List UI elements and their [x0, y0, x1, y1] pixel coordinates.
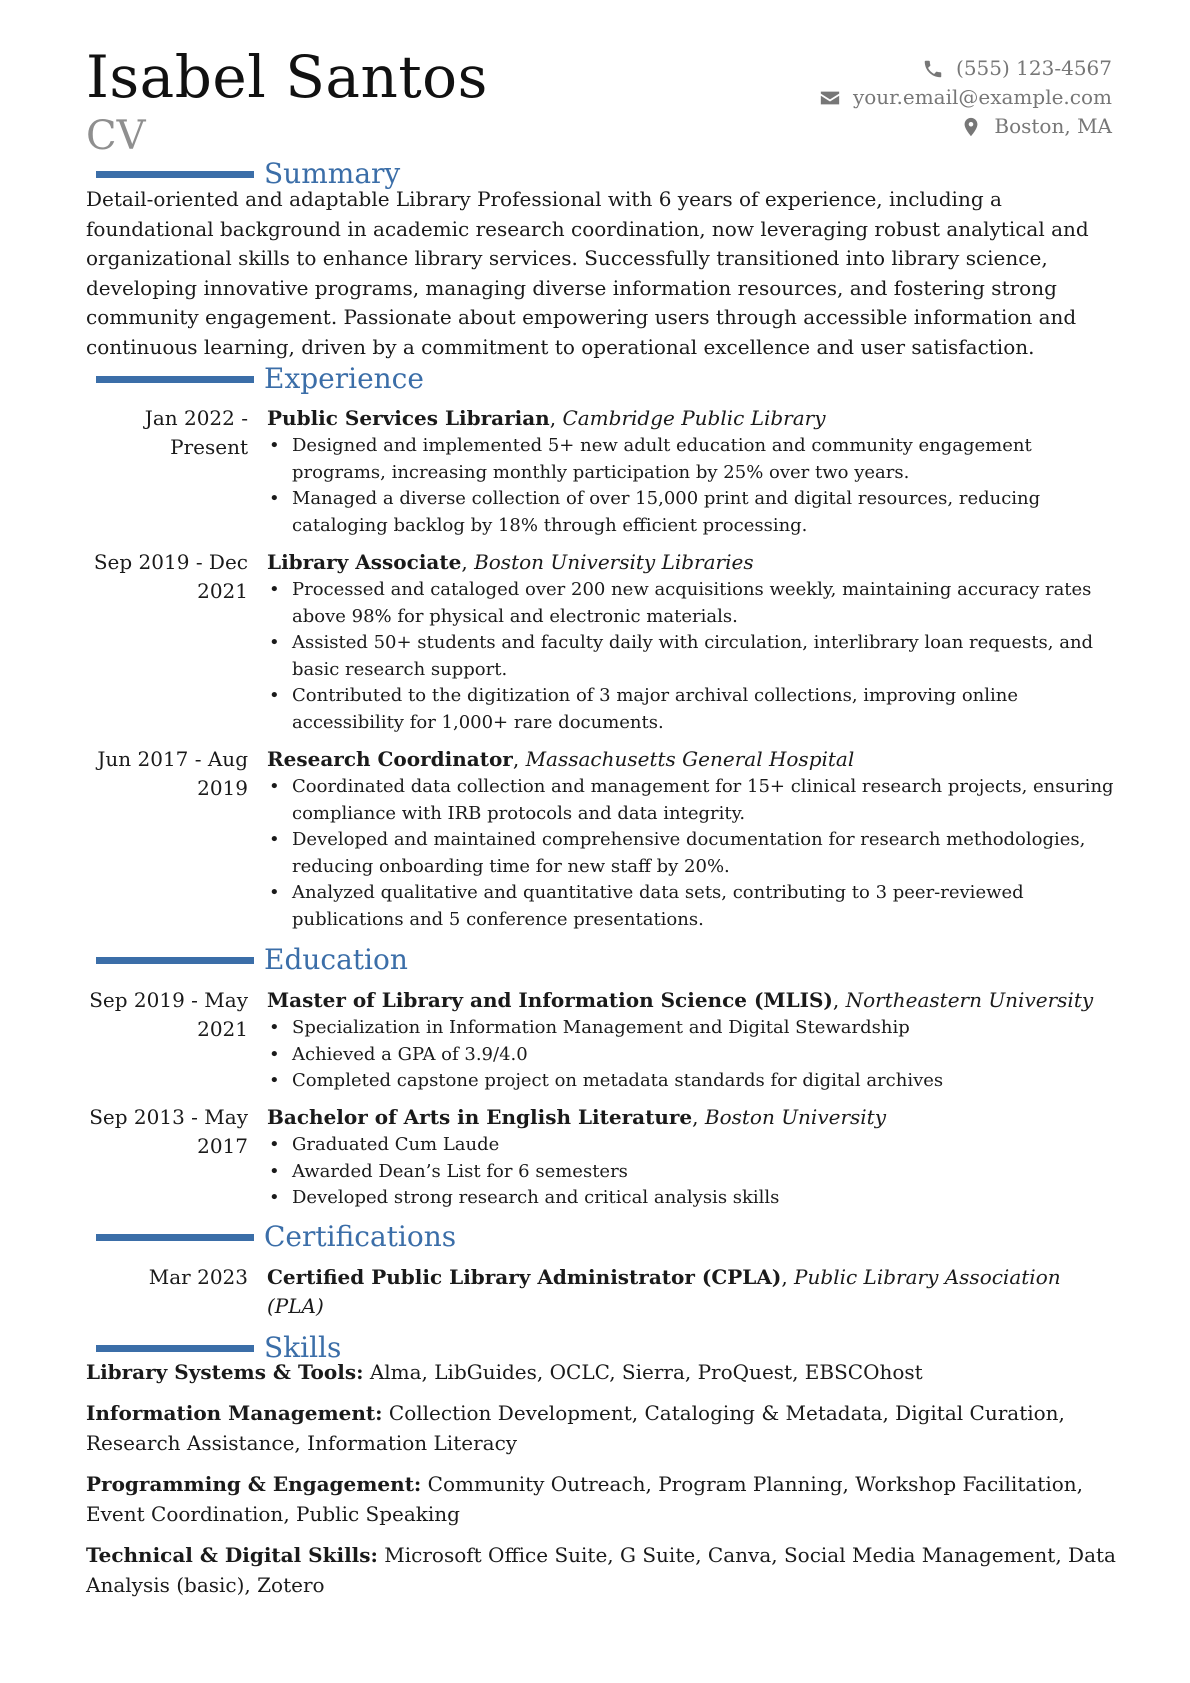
location-text: Boston, MA	[994, 114, 1112, 138]
list-item: • Graduated Cum Laude	[267, 1132, 1117, 1159]
skill-label: Library Systems & Tools:	[86, 1360, 364, 1384]
entry-date: Jan 2022 - Present	[144, 406, 248, 459]
skill-line	[86, 1470, 1116, 1529]
list-item: • Completed capstone project on metadata standards for digital archives	[267, 1068, 1117, 1095]
entry-org: Cambridge Public Library	[562, 406, 826, 430]
entry-date: Jun 2017 - Aug 2019	[97, 747, 248, 800]
map-pin-icon	[960, 116, 982, 138]
list-item: • Contributed to the digitization of 3 major archival collections, improving online accessibility for 1,000+ rare documents.	[267, 683, 1117, 736]
section-title: Skills	[264, 1331, 342, 1364]
phone-number: (555) 123-4567	[956, 56, 1112, 80]
entry-org: Northeastern University	[845, 988, 1094, 1012]
entry-org: Boston University	[704, 1105, 887, 1129]
entry-role: Public Services Librarian	[267, 406, 550, 430]
entry-org: Boston University Libraries	[474, 550, 754, 574]
entry-role: Bachelor of Arts in English Literature	[267, 1105, 693, 1129]
skill-value: Alma, LibGuides, OCLC, Sierra, ProQuest, EBSCOhost	[369, 1360, 923, 1384]
contact-phone	[819, 54, 1112, 83]
list-item: • Designed and implemented 5+ new adult education and community engagement programs, increasing monthly participation by 25% over two years.	[267, 433, 1117, 486]
list-item: • Assisted 50+ students and faculty daily with circulation, interlibrary loan requests, and basic research support.	[267, 630, 1117, 683]
contact-email	[819, 83, 1112, 112]
section-bar	[96, 957, 254, 964]
section-title: Experience	[264, 362, 424, 395]
skill-value: Collection Development, Cataloging & Metadata, Digital Curation, Research Assistance, Information Literacy	[86, 1401, 1065, 1455]
section-header-experience	[96, 362, 424, 396]
list-item: • Developed and maintained comprehensive documentation for research methodologies, reducing onboarding time for new staff by 20%.	[267, 827, 1117, 880]
email-address[interactable]: your.email@example.com	[852, 85, 1112, 109]
section-bar	[96, 1345, 254, 1352]
section-header-education	[96, 943, 408, 977]
skill-label: Information Management:	[86, 1401, 383, 1425]
skill-line	[86, 1399, 1116, 1458]
contact-location	[819, 112, 1112, 141]
section-title: Education	[264, 943, 408, 976]
skill-label: Programming & Engagement:	[86, 1472, 422, 1496]
list-item: • Specialization in Information Management and Digital Stewardship	[267, 1015, 1117, 1042]
candidate-name: Isabel Santos	[86, 43, 488, 111]
skill-value: Microsoft Office Suite, G Suite, Canva, Social Media Management, Data Analysis (basic), Zotero	[86, 1543, 1116, 1597]
contact-block	[819, 54, 1112, 141]
list-item: • Developed strong research and critical analysis skills	[267, 1185, 1117, 1212]
skill-label: Technical & Digital Skills:	[86, 1543, 378, 1567]
entry-date: Sep 2019 - May 2021	[89, 988, 248, 1041]
document-subtitle: CV	[86, 113, 146, 159]
list-item: • Managed a diverse collection of over 15,000 print and digital resources, reducing cataloging backlog by 18% through efficient processing.	[267, 486, 1117, 539]
skill-value: Community Outreach, Program Planning, Workshop Facilitation, Event Coordination, Public Speaking	[86, 1472, 1084, 1526]
skill-line	[86, 1541, 1116, 1600]
section-title: Summary	[264, 157, 401, 190]
entry-org: Massachusetts General Hospital	[525, 747, 855, 771]
section-bar	[96, 1234, 254, 1241]
summary-text: Detail-oriented and adaptable Library Professional with 6 years of experience, including a foundational background in academic research coordination, now leveraging robust analytical and organizational skills to enhance library services. Successfully transitioned into library science, developing innovative programs, managing diverse information resources, and fostering strong community engagement. Passionate about empowering users through accessible information and continuous learning, driven by a commitment to operational excellence and user satisfaction.	[86, 187, 1089, 359]
section-bar	[96, 171, 254, 178]
list-item: • Analyzed qualitative and quantitative data sets, contributing to 3 peer-reviewed publications and 5 conference presentations.	[267, 880, 1117, 933]
phone-icon	[922, 58, 944, 80]
section-title: Certifications	[264, 1220, 457, 1253]
list-item: • Coordinated data collection and management for 15+ clinical research projects, ensuring compliance with IRB protocols and data integrity.	[267, 774, 1117, 827]
list-item: • Awarded Dean’s List for 6 semesters	[267, 1159, 1117, 1186]
entry-role: Certified Public Library Administrator (CPLA)	[267, 1265, 782, 1289]
skill-line	[86, 1358, 1116, 1388]
entry-role: Research Coordinator	[267, 747, 513, 771]
entry-date: Sep 2019 - Dec 2021	[93, 550, 248, 603]
section-header-certifications	[96, 1220, 456, 1254]
entry-role: Master of Library and Information Science (MLIS)	[267, 988, 833, 1012]
entry-date: Mar 2023	[148, 1265, 248, 1289]
entry-date: Sep 2013 - May 2017	[89, 1105, 248, 1158]
envelope-icon	[819, 87, 841, 109]
entry-org: Public Library Association (PLA)	[267, 1265, 1061, 1318]
entry-role: Library Associate	[267, 550, 462, 574]
list-item: • Achieved a GPA of 3.9/4.0	[267, 1042, 1117, 1069]
section-bar	[96, 376, 254, 383]
list-item: • Processed and cataloged over 200 new acquisitions weekly, maintaining accuracy rates above 98% for physical and electronic materials.	[267, 577, 1117, 630]
